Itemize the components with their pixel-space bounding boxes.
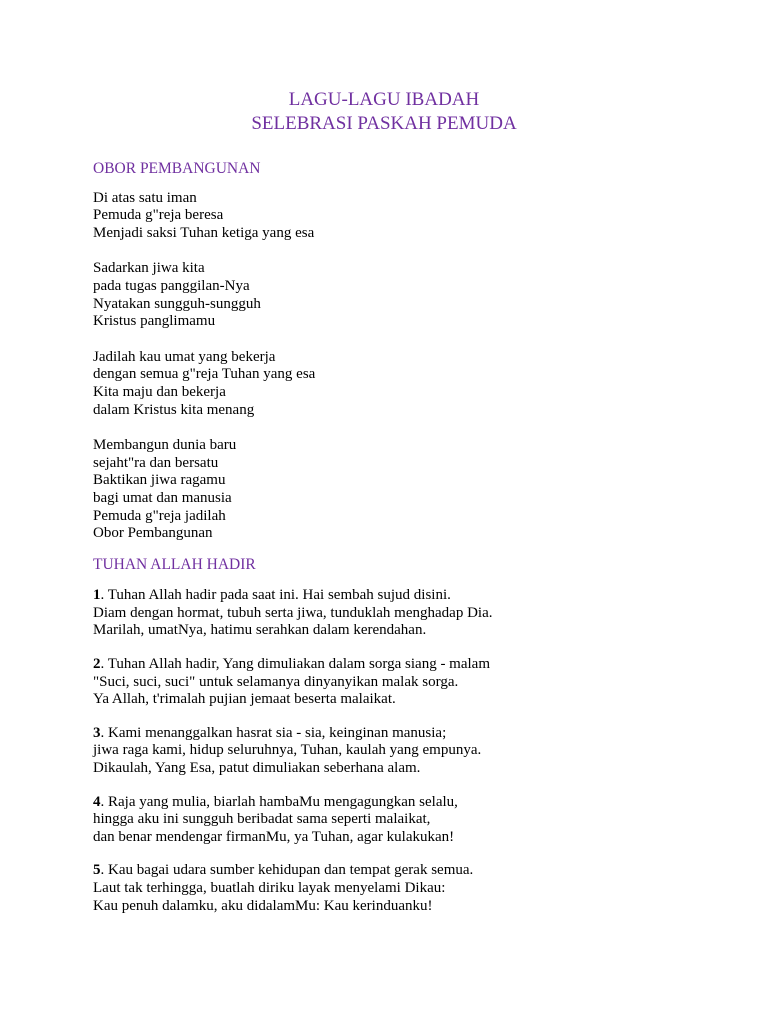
lyric-line bbox=[93, 794, 733, 812]
lyric-line: Kita maju dan bekerja bbox=[93, 383, 226, 400]
lyric-line: dan benar mendengar firmanMu, ya Tuhan, agar kulakukan! bbox=[93, 828, 455, 845]
verse-number: 3 bbox=[93, 724, 101, 741]
verse-number: 1 bbox=[93, 587, 101, 604]
lyric-line bbox=[93, 862, 733, 880]
song1-stanza-4 bbox=[93, 437, 733, 543]
lyric-line bbox=[93, 725, 733, 743]
title-line-2: SELEBRASI PASKAH PEMUDA bbox=[251, 113, 517, 134]
title-line-1: LAGU-LAGU IBADAH bbox=[288, 89, 480, 110]
lyric-line bbox=[93, 656, 733, 674]
verse-first-line: . Kami menanggalkan hasrat sia - sia, keinginan manusia; bbox=[100, 724, 447, 741]
lyric-line: Menjadi saksi Tuhan ketiga yang esa bbox=[93, 224, 315, 241]
lyric-line: Marilah, umatNya, hatimu serahkan dalam kerendahan. bbox=[93, 622, 427, 639]
lyric-line: Sadarkan jiwa kita bbox=[93, 260, 205, 277]
lyric-line: sejaht"ra dan bersatu bbox=[93, 454, 219, 471]
lyric-line: bagi umat dan manusia bbox=[93, 489, 232, 506]
lyric-line: Dikaulah, Yang Esa, patut dimuliakan seberhana alam. bbox=[93, 760, 421, 777]
song1-stanza-1 bbox=[93, 190, 733, 243]
lyric-line: hingga aku ini sungguh beribadat sama seperti malaikat, bbox=[93, 811, 431, 828]
verse-first-line: . Tuhan Allah hadir pada saat ini. Hai sembah sujud disini. bbox=[100, 587, 451, 604]
verse-number: 5 bbox=[93, 862, 101, 879]
song1-stanza-2 bbox=[93, 260, 733, 330]
song1-stanza-3 bbox=[93, 349, 733, 419]
verse-number: 2 bbox=[93, 656, 101, 673]
lyric-line: jiwa raga kami, hidup seluruhnya, Tuhan, kaulah yang empunya. bbox=[93, 742, 482, 759]
song-title-tuhan-allah-hadir: TUHAN ALLAH HADIR bbox=[93, 555, 256, 573]
lyric-line: Obor Pembangunan bbox=[93, 525, 213, 542]
lyric-line: Kau penuh dalamku, aku didalamMu: Kau kerinduanku! bbox=[93, 897, 433, 914]
lyric-line: Jadilah kau umat yang bekerja bbox=[93, 348, 276, 365]
lyric-line: Ya Allah, t'rimalah pujian jemaat beserta malaikat. bbox=[93, 691, 396, 708]
verse-first-line: . Raja yang mulia, biarlah hambaMu mengagungkan selalu, bbox=[100, 793, 458, 810]
lyric-line bbox=[93, 587, 733, 605]
lyric-line: Membangun dunia baru bbox=[93, 437, 237, 454]
document-content bbox=[93, 160, 733, 931]
lyric-line: Diam dengan hormat, tubuh serta jiwa, tunduklah menghadap Dia. bbox=[93, 604, 493, 621]
lyric-line: "Suci, suci, suci" untuk selamanya dinyanyikan malak sorga. bbox=[93, 673, 459, 690]
lyric-line: Laut tak terhingga, buatlah diriku layak menyelami Dikau: bbox=[93, 880, 446, 896]
verse-first-line: . Kau bagai udara sumber kehidupan dan tempat gerak semua. bbox=[100, 862, 474, 879]
lyric-line: Kristus panglimamu bbox=[93, 313, 216, 330]
lyric-line: Pemuda g"reja jadilah bbox=[93, 507, 226, 524]
song-title-obor-pembangunan: OBOR PEMBANGUNAN bbox=[93, 160, 261, 177]
verse-number: 4 bbox=[93, 793, 101, 810]
lyric-line: Pemuda g"reja beresa bbox=[93, 207, 224, 224]
song2-verse-3 bbox=[93, 725, 733, 778]
lyric-line: pada tugas panggilan-Nya bbox=[93, 277, 250, 294]
song2-verse-2 bbox=[93, 656, 733, 709]
lyric-line: Di atas satu iman bbox=[93, 189, 197, 206]
verse-first-line: . Tuhan Allah hadir, Yang dimuliakan dalam sorga siang - malam bbox=[100, 656, 491, 673]
lyric-line: Baktikan jiwa ragamu bbox=[93, 472, 226, 489]
song2-verse-5 bbox=[93, 862, 733, 915]
song2-verse-4 bbox=[93, 794, 733, 847]
lyric-line: Nyatakan sungguh-sungguh bbox=[93, 295, 261, 312]
document-title bbox=[0, 88, 768, 136]
lyric-line: dalam Kristus kita menang bbox=[93, 401, 255, 418]
lyric-line: dengan semua g"reja Tuhan yang esa bbox=[93, 366, 316, 383]
song2-verse-1 bbox=[93, 587, 733, 640]
